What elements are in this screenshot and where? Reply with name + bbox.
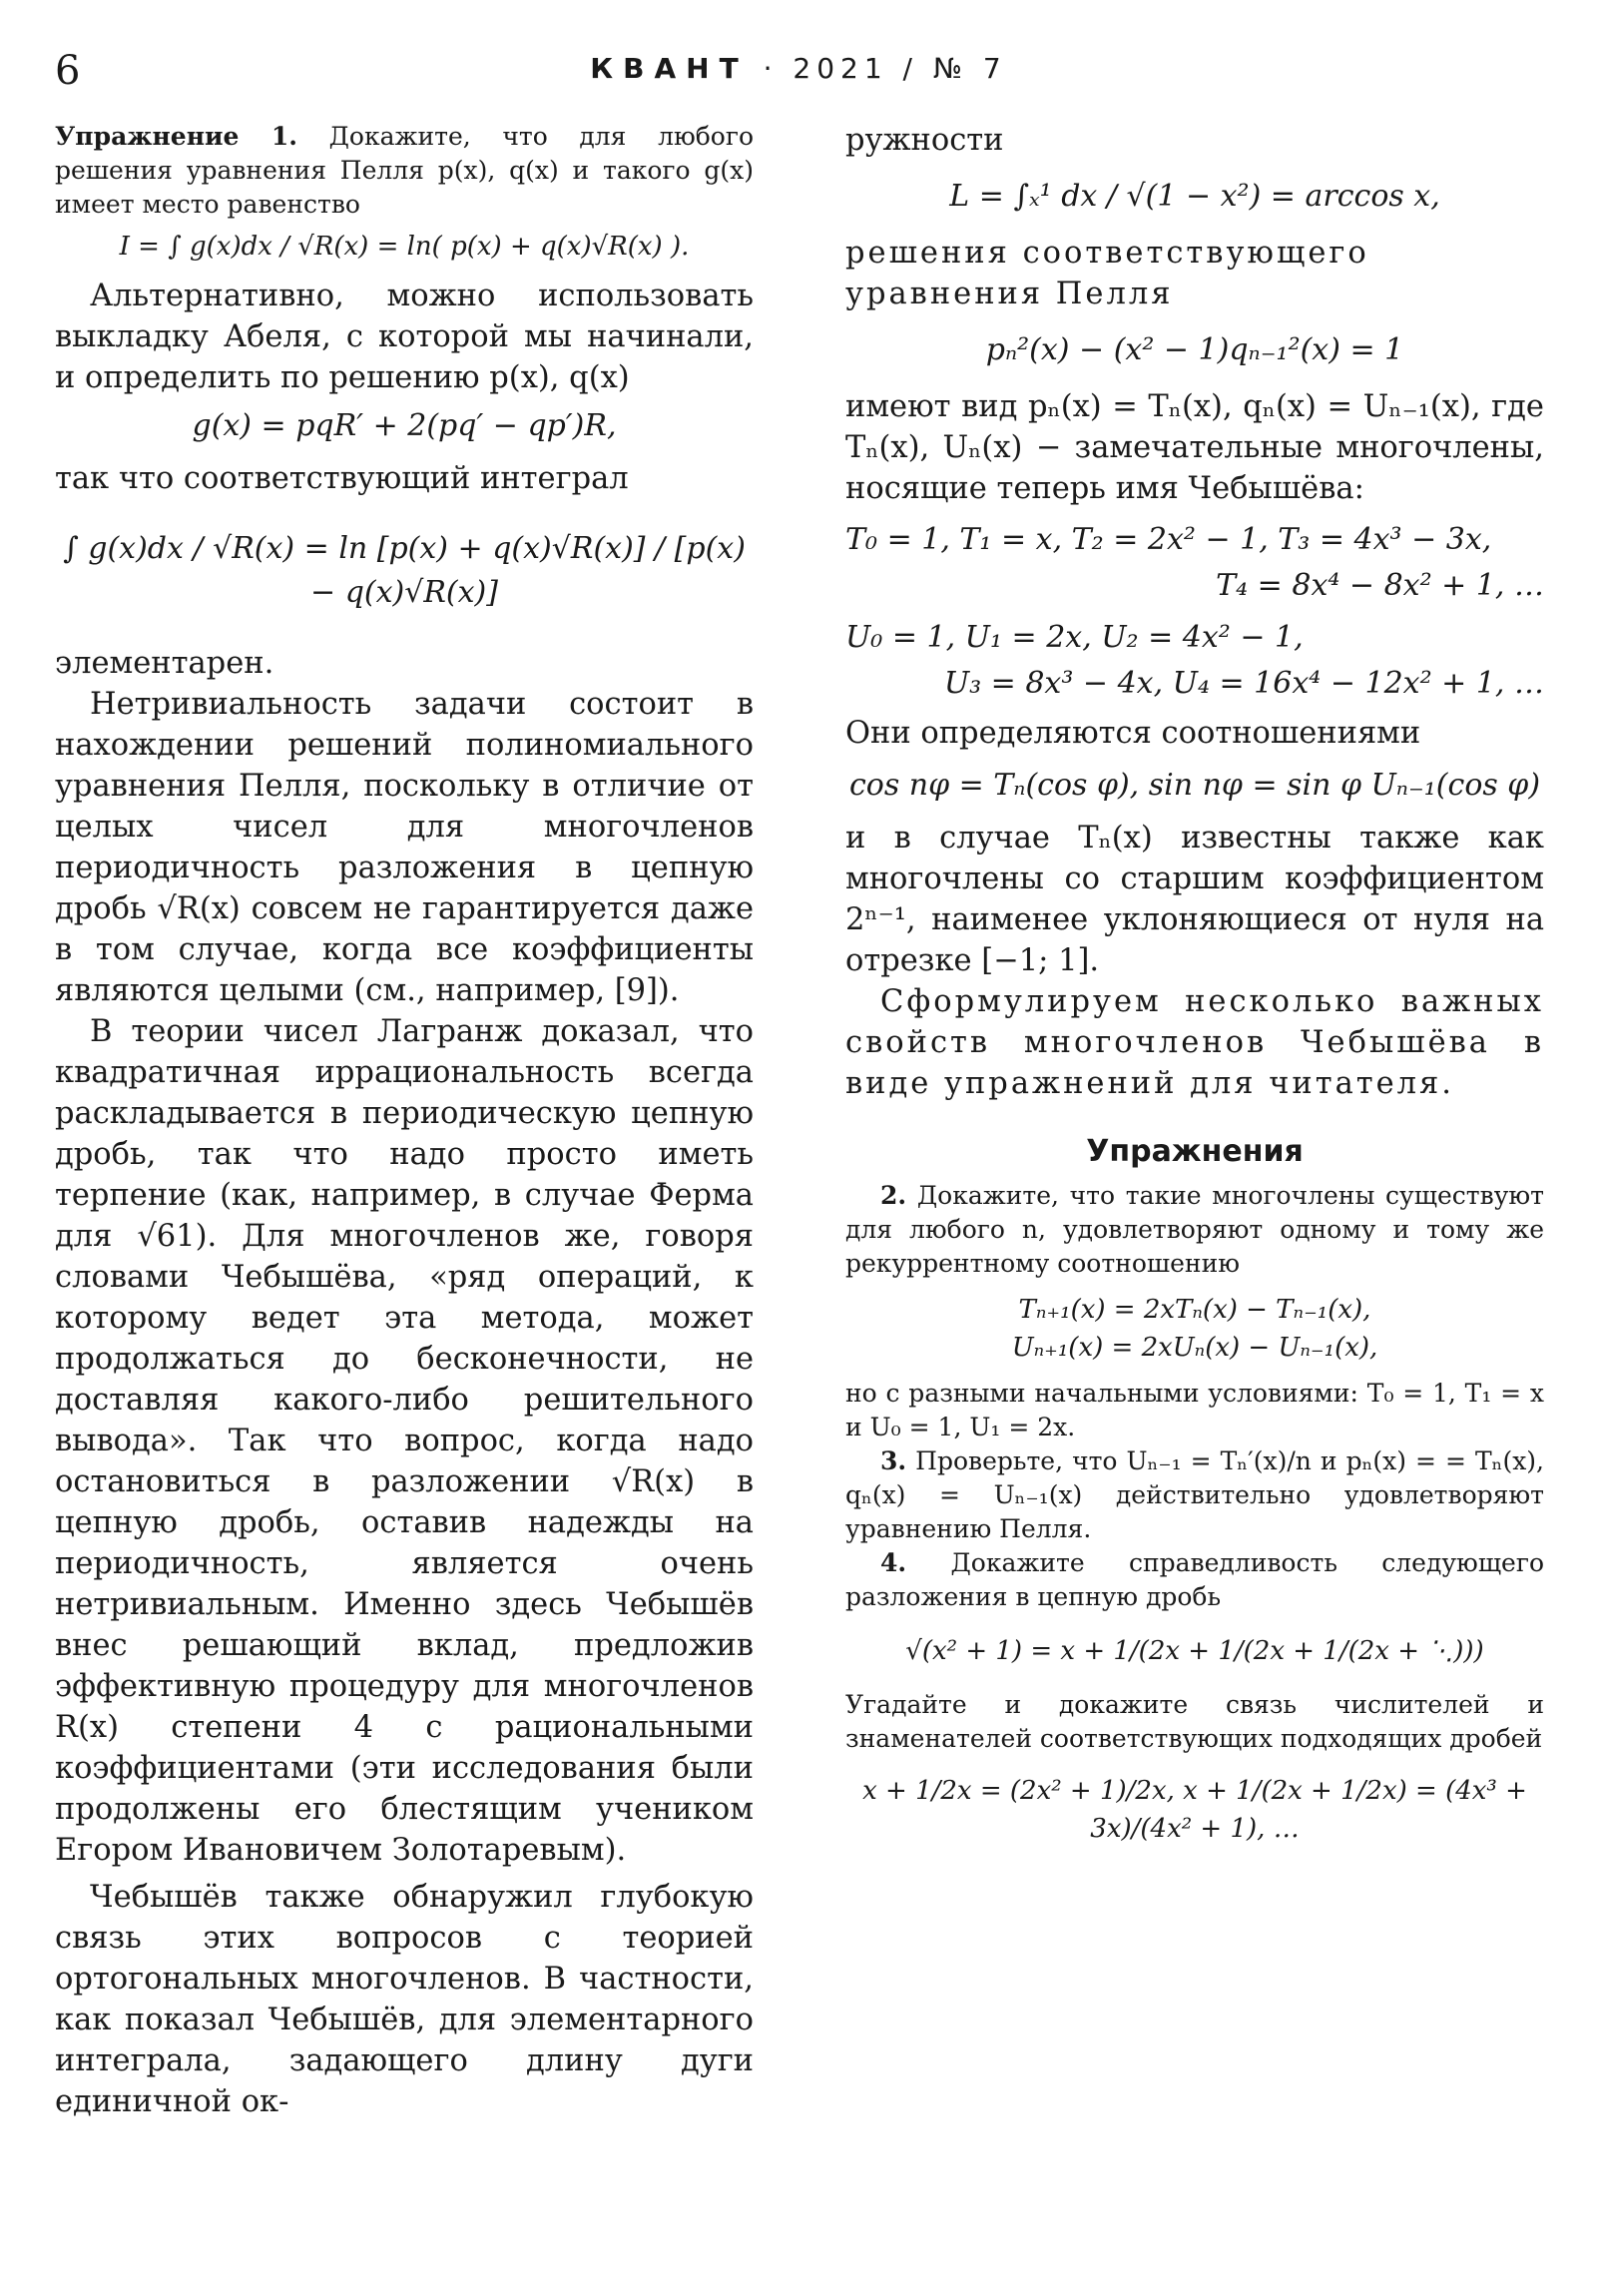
paragraph-case: и в случае Tₙ(x) известны также как многочлены со старшим коэффициентом 2ⁿ⁻¹, наименее уклоняющиеся от нуля на отрезке [−1; 1]. xyxy=(845,821,1544,978)
formula-g: g(x) = pqR′ + 2(pq′ − qp′)R, xyxy=(192,408,617,443)
magazine-title: КВАНТ xyxy=(590,52,749,85)
paragraph-so: так что соответствующий интеграл xyxy=(55,461,629,496)
paragraph-solutions: решения соответствующего уравнения Пелля xyxy=(845,236,1369,311)
chebyshev-U-list xyxy=(845,615,1544,707)
paragraph-nontrivial: Нетривиальность задачи состоит в нахождении решений полиномиального уравнения Пелля, поскольку в отличие от целых чисел для многочленов периодичность разложения в цепную дробь √R(x) совсем не гарантируется даже в том случае, когда все коэффициенты являются целыми (см., например, [9]). xyxy=(55,687,754,1008)
u-line-1: U₀ = 1, U₁ = 2x, U₂ = 4x² − 1, xyxy=(845,620,1304,655)
paragraph-defined: Они определяются соотношениями xyxy=(845,716,1421,751)
exercise-3-number: 3. xyxy=(880,1446,907,1475)
exercise-2-tail: но с разными начальными условиями: T₀ = 1, T₁ = x и U₀ = 1, U₁ = 2x. xyxy=(845,1379,1544,1441)
issue-number: · 2021 / № 7 xyxy=(763,52,1007,85)
exercise-2 xyxy=(845,1179,1544,1281)
paragraph-elementary: элементарен. xyxy=(55,646,274,681)
u-line-2: U₃ = 8x³ − 4x, U₄ = 16x⁴ − 12x² + 1, … xyxy=(943,666,1544,701)
exercises-heading: Упражнения xyxy=(1086,1134,1304,1169)
paragraph-continuation: ружности xyxy=(845,123,1004,158)
paragraph-chebyshev: Чебышёв также обнаружил глубокую связь этих вопросов с теорией ортогональных многочленов. В частности, как показал Чебышёв, для элементарного интеграла, задающего длину дуги единичной ок- xyxy=(55,1880,754,2119)
exercise-4-number: 4. xyxy=(880,1548,907,1577)
formula-continued-fraction: √(x² + 1) = x + 1/(2x + 1/(2x + 1/(2x + ⋱))) xyxy=(905,1636,1484,1666)
left-column xyxy=(55,120,754,2122)
paragraph-lagrange: В теории чисел Лагранж доказал, что квадратичная иррациональность всегда раскладывается в периодическую цепную дробь, так что надо просто иметь терпение (как, например, в случае Ферма для √61). Для многочленов же, говоря словами Чебышёва, «ряд операций, к которому ведет эта метода, может продолжаться до бесконечности, не доставляя какого-либо решительного вывода». Так что вопрос, когда надо остановиться в разложении √R(x) в цепную дробь, оставив надежды на периодичность, является очень нетривиальным. Именно здесь Чебышёв внес решающий вклад, предложив эффективную процедуру для многочленов R(x) степени 4 с рациональными коэффициентами (эти исследования были продолжены его блестящим учеником Егором Ивановичем Золотаревым). xyxy=(55,1014,754,1868)
paragraph-alternative: Альтернативно, можно использовать выкладку Абеля, с которой мы начинали, и определить по решению p(x), q(x) xyxy=(55,279,754,395)
formula-pell: pₙ²(x) − (x² − 1)qₙ₋₁²(x) = 1 xyxy=(985,332,1404,367)
formula-U-recurrence: Uₙ₊₁(x) = 2xUₙ(x) − Uₙ₋₁(x), xyxy=(1011,1333,1378,1363)
paragraph-formulate: Сформулируем несколько важных свойств многочленов Чебышёва в виде упражнений для читателя. xyxy=(845,984,1544,1101)
exercise-4 xyxy=(845,1546,1544,1614)
formula-cos-sin: cos nφ = Tₙ(cos φ), sin nφ = sin φ Uₙ₋₁(cos φ) xyxy=(848,768,1541,803)
exercise-1-label: Упражнение 1. xyxy=(55,122,297,151)
exercise-3-text: Проверьте, что Uₙ₋₁ = Tₙ′(x)/n и pₙ(x) = = Tₙ(x), qₙ(x) = Uₙ₋₁(x) действительно удовлетворяют уравнению Пелля. xyxy=(845,1446,1545,1543)
page-number: 6 xyxy=(55,48,81,94)
formula-T-recurrence: Tₙ₊₁(x) = 2xTₙ(x) − Tₙ₋₁(x), xyxy=(1018,1295,1371,1325)
formula-convergents: x + 1/2x = (2x² + 1)/2x, x + 1/(2x + 1/2x) = (4x³ + 3x)/(4x² + 1), … xyxy=(862,1776,1527,1844)
right-column xyxy=(845,120,1544,1848)
exercise-3 xyxy=(845,1444,1544,1546)
t-line-2: T₄ = 8x⁴ − 8x² + 1, … xyxy=(1216,568,1544,603)
formula-integral: ∫ g(x)dx / √R(x) = ln [p(x) + q(x)√R(x)] / [p(x) − q(x)√R(x)] xyxy=(63,531,746,610)
exercise-2-number: 2. xyxy=(880,1181,907,1210)
formula-arc-length: L = ∫ₓ¹ dx / √(1 − x²) = arccos x, xyxy=(949,179,1440,214)
running-head xyxy=(0,52,1597,85)
exercise-1-text: Докажите, что для любого решения уравнения Пелля p(x), q(x) и такого g(x) имеет место равенство xyxy=(55,122,754,219)
exercise-4-tail: Угадайте и докажите связь числителей и знаменателей соответствующих подходящих дробей xyxy=(845,1690,1544,1753)
formula-ex1: I = ∫ g(x)dx / √R(x) = ln( p(x) + q(x)√R(x) ). xyxy=(119,232,690,262)
exercise-1 xyxy=(55,120,754,222)
paragraph-form: имеют вид pₙ(x) = Tₙ(x), qₙ(x) = Uₙ₋₁(x), где Tₙ(x), Uₙ(x) − замечательные многочлены, носящие теперь имя Чебышёва: xyxy=(845,389,1544,506)
chebyshev-T-list xyxy=(845,517,1544,609)
exercise-4-text: Докажите справедливость следующего разложения в цепную дробь xyxy=(845,1548,1544,1611)
t-line-1: T₀ = 1, T₁ = x, T₂ = 2x² − 1, T₃ = 4x³ − 3x, xyxy=(845,522,1492,557)
exercise-2-text: Докажите, что такие многочлены существуют для любого n, удовлетворяют одному и тому же рекуррентному соотношению xyxy=(845,1181,1544,1278)
